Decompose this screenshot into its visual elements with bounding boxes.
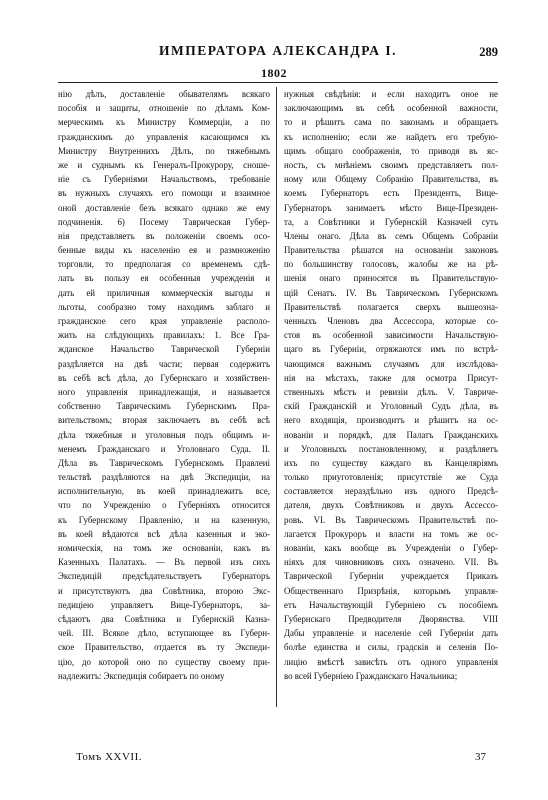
text-line: жданское Начальство Таврической Губерніи [58, 344, 270, 355]
text-line: мерческимъ къ Министру Коммерціи, а по [58, 117, 270, 128]
year-heading: 1802 [261, 66, 287, 80]
text-line: ское Правительство, отдается въ ту Экспеди- [58, 642, 270, 653]
text-line: Члены онаго. Дѣла въ семъ Общемъ Собраніи [284, 230, 498, 241]
page-footer [58, 750, 498, 766]
text-line: въ нужныхъ случаяхъ его помощи и взаимное [58, 188, 270, 199]
text-line: льготы, сообразно тому находимъ заблаго и [58, 301, 270, 312]
column-divider [276, 87, 277, 707]
text-line: менемъ Гражданскаго и Уголовнаго Суда. II. [58, 443, 270, 454]
text-line: Дѣла въ Таврическомъ Губернскомъ Правлеиі [58, 457, 270, 468]
text-line: Правительства рѣшатся на основаніи законовъ [284, 245, 498, 256]
volume-label: Томъ XXVII. [76, 751, 142, 763]
text-line: и присутствуютъ два Совѣтника, второю Экс- [58, 585, 270, 596]
text-line: нованіи и порядкѣ, для Палатъ Гражданскихъ [284, 429, 498, 440]
text-line: болѣе единства и силы, градскія и селенія По- [284, 642, 498, 653]
text-line: то и рѣшитъ сама по законамъ и обращаетъ [284, 117, 498, 128]
text-line: нужныя свѣдѣнія: и если находитъ оное не [284, 89, 498, 99]
text-line: ровъ. VI. Въ Таврическомъ Правительствѣ по- [284, 514, 498, 525]
text-line: него входящія, производитъ и рѣшитъ на ос- [284, 415, 498, 426]
text-line: пособія и защиты, отношеніе по дѣламъ Ком- [58, 103, 270, 114]
text-line: Правительствѣ полагается сверхъ вышеозна- [284, 301, 498, 312]
text-line: Экспедицій предсѣдательствуетъ Губернаторъ [58, 571, 270, 582]
text-line: лагается Прокуроръ и власти на томъ же ос- [284, 528, 498, 539]
text-line: сѣдаютъ два Совѣтника и Губернскій Казна- [58, 613, 270, 624]
text-line: оной доставленіе безъ всякаго однако же ему [58, 202, 270, 213]
text-line: цію, до которой оно по существу своему при- [58, 656, 270, 667]
text-line: етъ Начальствующій Губерніею съ пособіемъ [284, 599, 498, 610]
text-line: дателя, двухъ Совѣтниковъ и двухъ Ассессо- [284, 500, 498, 511]
text-line: исполнительную, въ коей принадлежитъ все, [58, 486, 270, 497]
text-line: педиціею управляетъ Вице-Губернаторъ, за- [58, 599, 270, 610]
text-line: щій Сенатъ. IV. Въ Таврическомъ Губернскомъ [284, 287, 498, 298]
text-line: нію дѣлъ, доставленіе обывателямъ всякаго [58, 89, 270, 99]
header-rule [58, 82, 498, 83]
text-line: составляется нераздѣльно изъ одного Предсѣ- [284, 486, 498, 497]
text-line: номическія, на томъ же основаніи, какъ въ [58, 543, 270, 553]
text-line: надлежитъ: Экспедиція собираетъ по оному [58, 670, 225, 681]
text-line: же и суднымъ къ Генералъ-Прокурору, сноше- [58, 159, 270, 170]
text-line: вительствомъ; вторая заключаетъ въ себѣ всѣ [58, 415, 270, 426]
text-line: что по Учрежденію о Губерніяхъ относится [58, 500, 270, 511]
text-line: ніе съ Губерніями Начальствомъ, требованіе [58, 174, 270, 185]
text-line: ченныхъ Членовъ два Ассессора, которые со- [284, 316, 498, 326]
text-line: Казенныхъ Палатахъ. — Въ первой изъ сихъ [58, 557, 270, 568]
text-line: ніяхъ для чиновниковъ сихъ означено. VII. Въ [284, 557, 498, 568]
text-line: ного управленія принадлежащія, и называется [58, 386, 270, 397]
text-line: торговли, то предполагая со временемъ сдѣ- [58, 259, 270, 270]
text-line: дѣла тяжебныя и уголовныя подъ общимъ и- [58, 429, 270, 440]
running-title: ИМПЕРАТОРА АЛЕКСАНДРА I. [159, 43, 397, 58]
text-line: жить на слѣдующихъ правилахъ: 1. Все Гра- [58, 330, 270, 341]
left-column [58, 87, 270, 683]
text-line: чей. III. Всякое дѣло, вступающее въ Губерн- [58, 628, 270, 639]
text-line: ность, съ мнѣніемъ своимъ представляетъ пол- [284, 159, 498, 170]
text-line: Губернаторъ занимаетъ мѣсто Вице-Президен- [284, 202, 498, 213]
text-line: раздѣляется на двѣ части; первая содержитъ [58, 358, 270, 369]
text-line: къ исполненію; если же найдетъ его требую- [284, 131, 498, 142]
signature-mark: 37 [475, 751, 486, 763]
text-line: собственно Таврическимъ Губернскимъ Пра- [58, 401, 270, 412]
page-number: 289 [479, 45, 498, 59]
text-line: лицію вмѣстѣ зависѣть отъ одного управленія [284, 656, 498, 667]
text-line: щаго въ Губерніи, отряжаются имъ по встрѣ- [284, 344, 498, 355]
text-line: въ себѣ всѣ дѣла, до Губернскаго и хозяйствен- [58, 372, 270, 383]
text-line: ственныхъ мѣстъ и ревизіи дѣлъ. V. Тавриче- [284, 386, 498, 397]
text-line: ихъ по существу каждаго въ Канцеляріямъ [284, 457, 498, 468]
text-line: во всей Губерніею Гражданскаго Начальника; [284, 670, 458, 681]
text-line: коемъ Губернаторъ есть Президентъ, Вице- [284, 188, 498, 199]
text-line: стоя въ особенной зависимости Начальствую- [284, 330, 498, 341]
text-line: заключающимъ въ себѣ особенной важности, [284, 103, 498, 114]
text-line: гражданскимъ до управленія касающимся къ [58, 131, 270, 142]
text-line: Министру Внутреннихъ Дѣлъ, по тяжебнымъ [58, 145, 270, 156]
text-line: нія представляетъ въ положеніи своемъ осо- [58, 230, 270, 241]
text-line: и Уголовныхъ постановленному, и раздѣляетъ [284, 443, 498, 454]
text-line: нованіи, какъ вообще въ Учрежденіи о Губер- [284, 543, 498, 553]
text-line: бенные виды къ населенію ея и размноженію [58, 245, 270, 256]
text-line: шенія онаго приносятся въ Правительствую- [284, 273, 498, 284]
text-line: тельствѣ раздѣляются на двѣ Экспедиціи, на [58, 472, 270, 483]
page-header [58, 42, 498, 62]
text-line: Таврической Губерніи учреждается Приказъ [284, 571, 498, 582]
text-line: та, а Совѣтники и Губернскій Казначей суть [284, 216, 498, 227]
text-line: лать въ пользу ея особенныя учрежденія и [58, 273, 270, 284]
text-line: ному или Общему Собранію Правительства, въ [284, 174, 498, 185]
text-line: нія на мѣстахъ, также для осмотра Присут- [284, 372, 498, 383]
right-column [284, 87, 498, 683]
text-line: дать ей приличныя коммерческія выгоды и [58, 287, 270, 298]
text-line: чающимся важнымъ случаямъ для изслѣдова- [284, 358, 498, 369]
text-line: къ Губернскому Правленію, и на казенную, [58, 514, 270, 525]
text-line: по большинству голосовъ, жалобы же на рѣ- [284, 259, 498, 270]
text-line: Губернскаго Предводителя Дворянства. VIII [284, 613, 498, 624]
text-line: гражданское сего края управленіе располо- [58, 316, 270, 326]
text-line: подчиненія. 6) Посему Таврическая Губер- [58, 216, 270, 227]
text-line: Дабы управленіе и населеніе сей Губерніи дать [284, 628, 498, 639]
text-line: щимъ общаго соображенія, то приводя въ яс- [284, 145, 498, 156]
text-line: Общественнаго Призрѣнія, которымъ управля- [284, 585, 498, 596]
text-line: въ коей вѣдаются всѣ дѣла казенныя и эко- [58, 528, 270, 539]
text-line: только приуготовленія; присутствіе же Суда [284, 472, 498, 483]
text-line: скій Гражданскій и Уголовный Судъ дѣла, въ [284, 401, 498, 412]
